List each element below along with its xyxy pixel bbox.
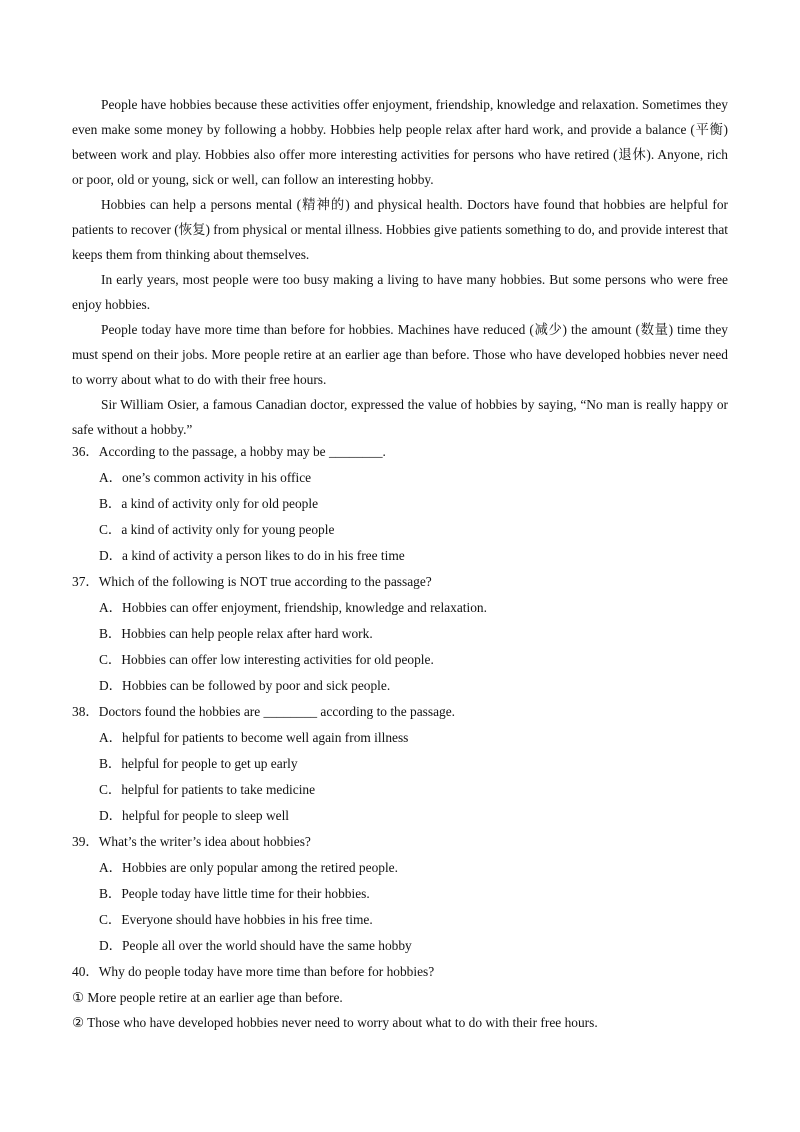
reading-passage	[72, 92, 728, 442]
question-36	[72, 439, 728, 569]
question-stem: 38．Doctors found the hobbies are ________ according to the passage.	[72, 704, 456, 719]
question-38	[72, 699, 728, 829]
question-37	[72, 569, 728, 699]
question-stem: 39．What’s the writer’s idea about hobbies?	[72, 834, 311, 849]
option-d: D．helpful for people to sleep well	[99, 808, 290, 823]
option-c: C．helpful for patients to take medicine	[99, 782, 316, 797]
option-a: A．one’s common activity in his office	[99, 470, 312, 485]
option-list	[72, 465, 728, 569]
question-stem: 36．According to the passage, a hobby may be ________.	[72, 444, 386, 459]
option-b: B．helpful for people to get up early	[99, 756, 298, 771]
option-list	[72, 595, 728, 699]
option-b: B．Hobbies can help people relax after hard work.	[99, 626, 373, 641]
passage-paragraph-5: Sir William Osier, a famous Canadian doctor, expressed the value of hobbies by saying, “No man is really happy or safe without a hobby.”	[72, 397, 728, 437]
option-a: A．Hobbies can offer enjoyment, friendship, knowledge and relaxation.	[99, 600, 487, 615]
passage-paragraph-1: People have hobbies because these activities offer enjoyment, friendship, knowledge and relaxation. Sometimes they even make some money by following a hobby. Hobbies help people relax after hard work, and provide a balance (平衡) between work and play. Hobbies also offer more interesting activities for persons who have retired (退休). Anyone, rich or poor, old or young, sick or well, can follow an interesting hobby.	[72, 97, 728, 187]
question-39	[72, 829, 728, 959]
option-d: D．a kind of activity a person likes to do in his free time	[99, 548, 405, 563]
passage-paragraph-4: People today have more time than before for hobbies. Machines have reduced (减少) the amount (数量) time they must spend on their jobs. More people retire at an earlier age than before. Those who have developed hobbies never need to worry about what to do with their free hours.	[72, 322, 728, 387]
option-list	[72, 725, 728, 829]
passage-paragraph-3: In early years, most people were too busy making a living to have many hobbies. But some persons who were free enjoy hobbies.	[72, 272, 728, 312]
option-a: A．helpful for patients to become well again from illness	[99, 730, 409, 745]
option-c: C．Everyone should have hobbies in his free time.	[99, 912, 373, 927]
option-a: A．Hobbies are only popular among the retired people.	[99, 860, 398, 875]
statement-2: ② Those who have developed hobbies never need to worry about what to do with their free hours.	[72, 1015, 598, 1030]
question-list	[72, 439, 728, 1035]
option-d: D．People all over the world should have the same hobby	[99, 938, 412, 953]
question-stem: 37．Which of the following is NOT true according to the passage?	[72, 574, 432, 589]
option-d: D．Hobbies can be followed by poor and sick people.	[99, 678, 391, 693]
option-c: C．Hobbies can offer low interesting activities for old people.	[99, 652, 434, 667]
question-40	[72, 959, 728, 1035]
statement-1: ① More people retire at an earlier age than before.	[72, 990, 343, 1005]
option-c: C．a kind of activity only for young people	[99, 522, 335, 537]
option-b: B．People today have little time for their hobbies.	[99, 886, 370, 901]
question-stem: 40．Why do people today have more time than before for hobbies?	[72, 964, 435, 979]
option-b: B．a kind of activity only for old people	[99, 496, 319, 511]
passage-paragraph-2: Hobbies can help a persons mental (精神的) and physical health. Doctors have found that hobbies are helpful for patients to recover (恢复) from physical or mental illness. Hobbies give patients something to do, and provide interest that keeps them from thinking about themselves.	[72, 197, 728, 262]
option-list	[72, 855, 728, 959]
